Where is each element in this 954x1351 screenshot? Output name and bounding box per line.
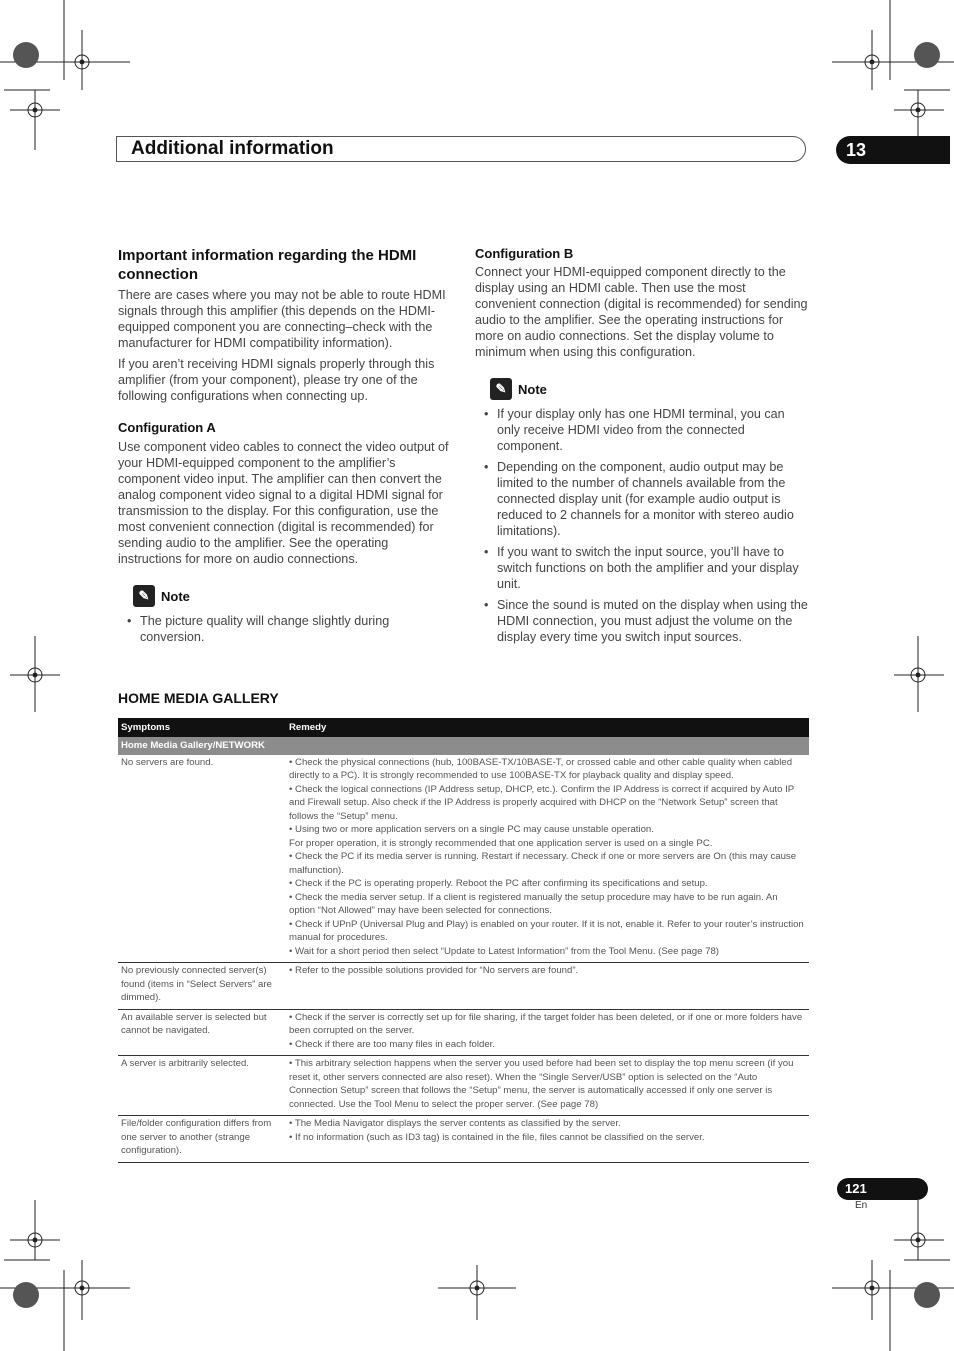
remedy-line: • Check if UPnP (Universal Plug and Play) is enabled on your router. If it is not, enable it. Refer to your router’s instruction manual for procedures. — [289, 918, 804, 943]
configuration-b-heading: Configuration B — [475, 246, 574, 261]
symptom-cell: No servers are found. — [118, 755, 286, 963]
remedy-line: • Check if the PC is operating properly. Reboot the PC after confirming its specifications and setup. — [289, 878, 708, 889]
chapter-number-badge: 13 — [836, 136, 950, 164]
symptoms-column-header: Symptoms — [118, 718, 286, 737]
remedy-line: • Check the PC if its media server is running. Restart if necessary. Check if one or more servers are On (this may cause malfunction). — [289, 851, 797, 876]
configuration-b-paragraph: Connect your HDMI-equipped component directly to the display using an HDMI cable. Then use the most convenient connection (digital is recommended) for sending audio to the amplifier. See the operating instructions for more on audio connections. Set the display volume to minimum when using this configuration. — [475, 265, 808, 359]
note-heading-right — [490, 378, 809, 400]
pencil-note-icon: ✎ — [490, 378, 512, 400]
chapter-title: Additional information — [131, 138, 334, 159]
remedy-line: • Check the physical connections (hub, 100BASE-TX/10BASE-T, or crossed cable and other cable quality when cabled directly to a PC). It is strongly recommended to use 100BASE-TX for playback quality and display speed. — [289, 756, 793, 781]
symptom-cell: A server is arbitrarily selected. — [118, 1056, 286, 1116]
remedy-line: • Check the media server setup. If a client is registered manually the setup procedure may have to be run again. An option “Not Allowed” may have been selected for connections. — [289, 891, 778, 916]
remedy-line: • Check if the server is correctly set up for file sharing, if the target folder has been deleted, or if one or more folders have been corrupted on the server. — [289, 1011, 803, 1036]
symptom-cell: No previously connected server(s) found (items in “Select Servers” are dimmed). — [118, 963, 286, 1010]
table-row — [118, 755, 809, 963]
pencil-note-icon: ✎ — [133, 585, 155, 607]
left-column — [118, 246, 452, 650]
remedy-line: For proper operation, it is strongly recommended that one application server is used on a single PC. — [289, 837, 713, 849]
note-heading-left — [133, 585, 452, 607]
language-code: En — [855, 1200, 868, 1211]
right-column — [475, 246, 809, 650]
remedy-line: • Check the logical connections (IP Address setup, DHCP, etc.). Confirm the IP Address is correct if acquired by Auto IP and Firewall setup. Also check if the IP Address is properly acquired with DHCP on the “Network Setup” screen that follows the “Setup” menu. — [289, 783, 794, 822]
remedy-cell — [286, 755, 809, 963]
table-row — [118, 1116, 809, 1163]
table-header-row — [118, 718, 809, 737]
note-item: • If your display only has one HDMI terminal, you can only receive HDMI video from the connected component. — [475, 406, 809, 454]
symptom-cell: An available server is selected but cannot be navigated. — [118, 1009, 286, 1056]
troubleshooting-table — [118, 718, 809, 1163]
table-row — [118, 1009, 809, 1056]
note-item: • Depending on the component, audio output may be limited to the number of channels available from the connected display unit (for example audio output is reduced to 2 channels for a monitor with stereo audio limitations). — [475, 459, 809, 539]
home-media-gallery-heading: HOME MEDIA GALLERY — [118, 690, 279, 706]
note-label: Note — [518, 381, 547, 397]
remedy-cell — [286, 1116, 809, 1163]
configuration-a-paragraph: Use component video cables to connect the video output of your HDMI-equipped component to the amplifier’s component video input. The amplifier can then convert the analog component video signal to a digital HDMI signal for transmission to the display. For this configuration, use the most convenient connection (digital is recommended) for sending audio to the amplifier. See the operating instructions for more on audio connections. — [118, 440, 449, 566]
remedy-line: • Refer to the possible solutions provided for “No servers are found”. — [289, 965, 579, 976]
symptom-cell: File/folder configuration differs from one server to another (strange configuration). — [118, 1116, 286, 1163]
remedy-line: • This arbitrary selection happens when the server you used before had been set to display the top menu screen (if you reset it, other servers connected are also reset). When the “Single Server/USB” option is selected on the “Auto Connection Setup” screen that follows the “Setup” menu, the server is automatically accessed if only one server is connected. Use the Tool Menu to select the proper server. (See page 78) — [289, 1058, 794, 1110]
table-row — [118, 1056, 809, 1116]
note-label: Note — [161, 588, 190, 604]
hdmi-paragraph-2: If you aren’t receiving HDMI signals properly through this amplifier (from your component), please try one of the following configurations when connecting up. — [118, 357, 435, 403]
remedy-line: • Wait for a short period then select “Update to Latest Information” from the Tool Menu. (See page 78) — [289, 945, 719, 957]
hdmi-paragraph-1: There are cases where you may not be able to route HDMI signals through this amplifier (this depends on the HDMI-equipped component you are connecting–check with the manufacturer for HDMI compatibility information). — [118, 288, 446, 350]
remedy-cell — [286, 963, 809, 1010]
remedy-line: • Using two or more application servers on a single PC may cause unstable operation. — [289, 824, 654, 835]
table-section-row — [118, 737, 809, 755]
hdmi-heading: Important information regarding the HDMI connection — [118, 247, 417, 283]
section-label: Home Media Gallery/NETWORK — [118, 737, 809, 755]
remedy-line: • Check if there are too many files in each folder. — [289, 1038, 495, 1050]
table-row — [118, 963, 809, 1010]
remedy-column-header: Remedy — [286, 718, 809, 737]
note-list-left — [118, 613, 452, 645]
note-item: • Since the sound is muted on the display when using the HDMI connection, you must adjust the volume on the display every time you switch input sources. — [475, 597, 809, 645]
remedy-line: • The Media Navigator displays the server contents as classified by the server. — [289, 1118, 621, 1129]
configuration-a-heading: Configuration A — [118, 420, 216, 435]
page-number-badge: 121 — [837, 1178, 928, 1200]
remedy-cell — [286, 1056, 809, 1116]
note-item: • The picture quality will change slightly during conversion. — [118, 613, 452, 645]
note-list-right — [475, 406, 809, 645]
remedy-line: • If no information (such as ID3 tag) is contained in the file, files cannot be classified on the server. — [289, 1131, 705, 1143]
note-item: • If you want to switch the input source, you’ll have to switch functions on both the amplifier and your display unit. — [475, 544, 809, 592]
remedy-cell — [286, 1009, 809, 1056]
